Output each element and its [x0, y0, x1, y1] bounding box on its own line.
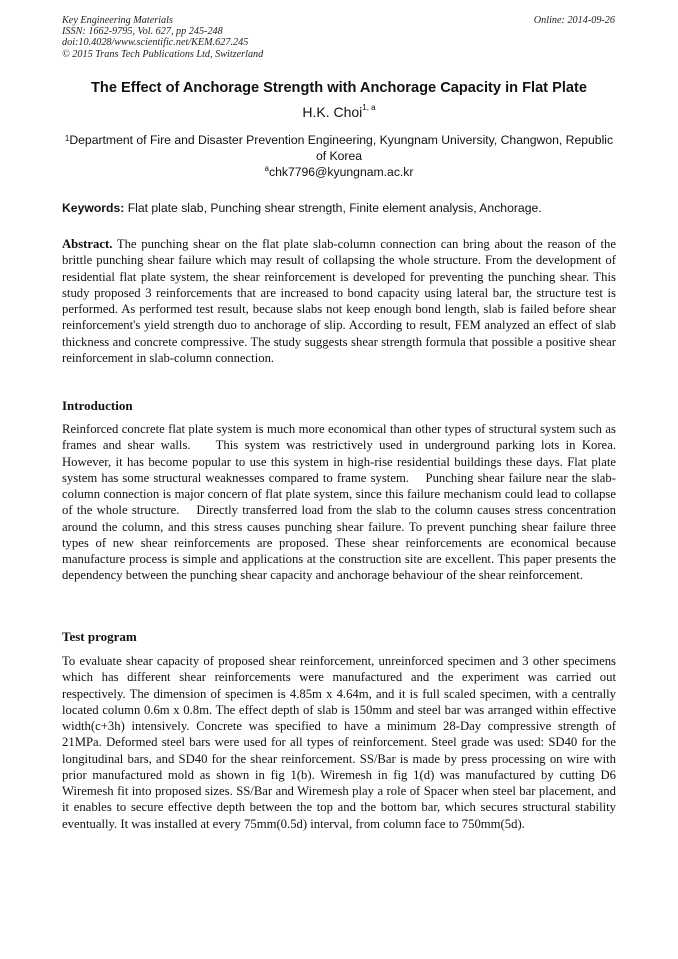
author-line: [40, 104, 638, 120]
paper-title: The Effect of Anchorage Strength with Anchorage Capacity in Flat Plate: [91, 80, 587, 96]
online-date: Online: 2014-09-26: [533, 15, 615, 26]
keywords-label: Keywords:: [62, 201, 125, 215]
email-superscript: a: [264, 164, 269, 173]
journal-name: Key Engineering Materials: [62, 15, 173, 26]
introduction-text: Reinforced concrete flat plate system is much more economical than other types of structural system such as frames and shear walls. This system was restrictively used in underground parking lots in Korea. However, it has become popular to use this system in high-rise residential buildings these days. Flat plate system has some structural weaknesses compared to frame system. Punching shear failure near the slab-column connection is major concern of flat plate system, since this failure mechanism could lead to collapse of the whole structure. Directly transferred load from the slab to the column causes stress concentration around the column, and this stress causes punching shear failure. To prevent punching shear failure three types of new shear reinforcements are proposed. These shear reinforcements are economical because manufacture process is simple and applications at the construction site are excellent. This paper presents the dependency between the punching shear capacity and anchorage behaviour of the shear reinforcement.: [62, 422, 629, 583]
test-program-heading: Test program: [62, 629, 137, 644]
journal-doi: doi:10.4028/www.scientific.net/KEM.627.245: [62, 37, 249, 49]
abstract: [62, 236, 616, 366]
test-program-text: To evaluate shear capacity of proposed shear reinforcement, unreinforced specimen and 3 other specimens which has different shear reinforcements were manufactured and the experiment was carried out respectively. The dimension of specimen is 4.85m x 4.64m, and it is full scaled specimen, with a centrally located column 0.6m x 0.8m. The effect depth of slab is 150mm and steel bar was arranged within effective width(c+3h) intensively. Concrete was specified to have a minimum 28-Day compressive strength of 21MPa. Deformed steel bars were used for all types of reinforcement. Steel grade was used: SD40 for the longitudinal bars, and SD40 for the shear reinforcement. SS/Bar is made by press processing on wire with prior manufactured mold as shown in fig 1(b). Wiremesh in fig 1(d) was manufactured by cutting D6 Wiremesh fit into proposed sizes. SS/Bar and Wiremesh play a role of Spacer when steel bar placement, and it enables to secure effective depth between the top and the bottom bar, which secures structural stability eventually. It was installed at every 75mm(0.5d) interval, from column face to 750mm(5d).: [62, 654, 616, 831]
author-email: [40, 165, 638, 179]
abstract-text: The punching shear on the flat plate slab-column connection can bring about the reason of the brittle punching shear failure which may result of collapsing the whole structure. From the development of residential flat plate system, the shear reinforcement is developed for preventing the punching shear. This study proposed 3 reinforcements that are increased to bond capacity using lateral bar, the structure test is performed. As performed test result, because slabs not keep enough bond length, slab is failed before shear reinforcement's yield strength duo to anchorage of slip. According to result, FEM analyzed an effect of slab thickness and concrete compressive. The study suggests shear strength formula that possible a positive shear reinforcement in slab-column connection.: [62, 237, 616, 365]
keywords: [62, 201, 622, 215]
affiliation-text: Department of Fire and Disaster Prevention Engineering, Kyungnam University, Changwon, Republic of Korea: [69, 133, 614, 163]
keywords-text: Flat plate slab, Punching shear strength, Finite element analysis, Anchorage.: [124, 201, 542, 215]
abstract-label: Abstract.: [62, 237, 113, 251]
affiliation-superscript: 1: [64, 134, 70, 143]
journal-copyright: © 2015 Trans Tech Publications Ltd, Switzerland: [62, 48, 264, 60]
author-name: H.K. Choi: [302, 104, 363, 120]
introduction-heading: Introduction: [62, 398, 133, 413]
journal-metadata: [62, 15, 263, 60]
author-superscript: 1, a: [362, 103, 376, 112]
journal-issn: ISSN: 1662-9795, Vol. 627, pp 245-248: [62, 26, 223, 38]
email-text: chk7796@kyungnam.ac.kr: [268, 165, 414, 179]
affiliation: [62, 132, 616, 164]
